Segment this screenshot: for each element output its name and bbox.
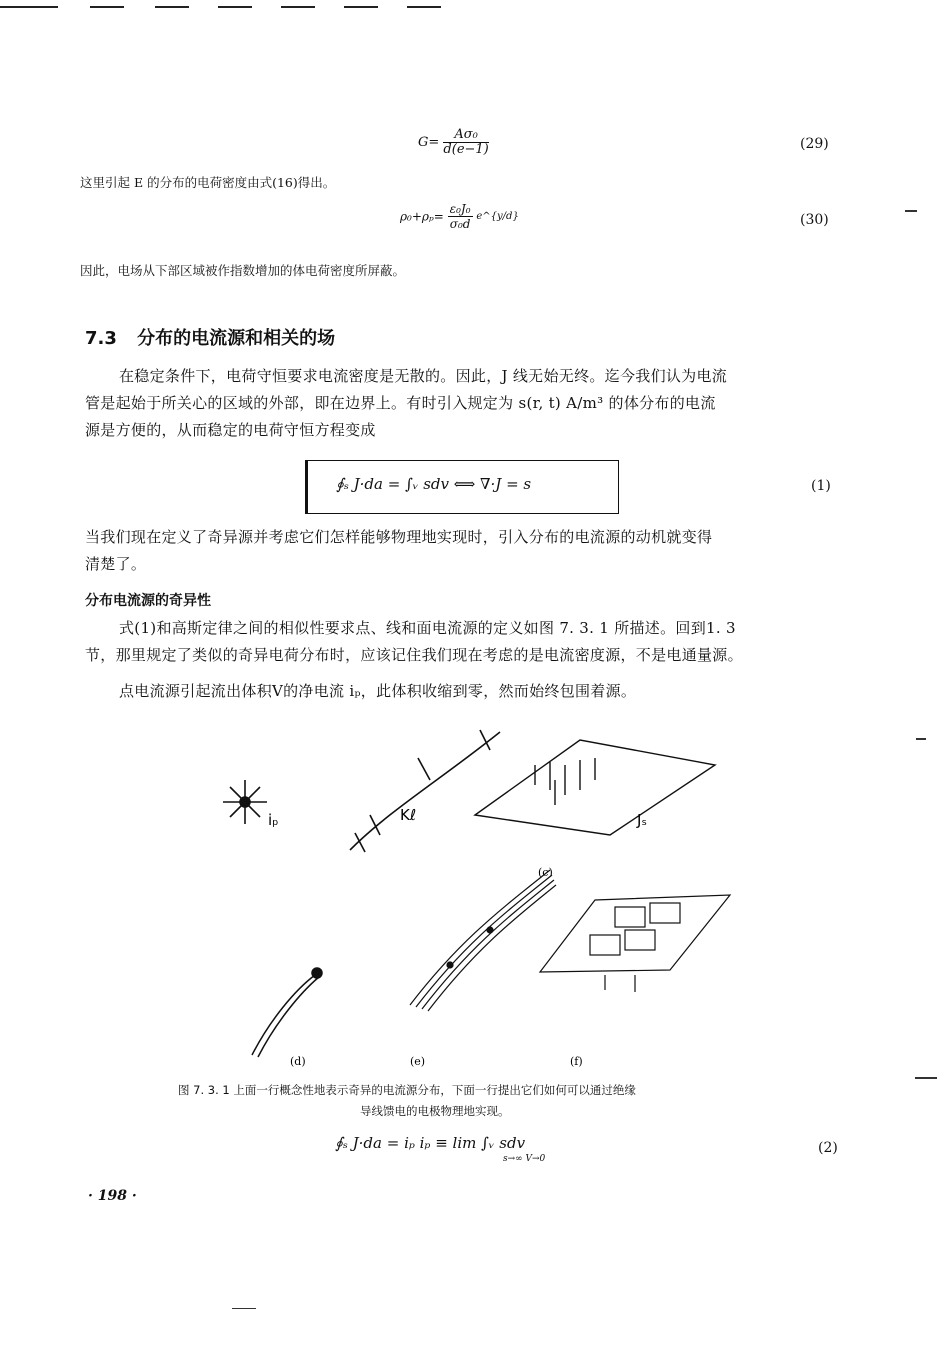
label-kl: Kℓ [400,806,417,824]
paragraph-1-line-1: 在稳定条件下，电荷守恒要求电流密度是无散的。因此，J 线无始无终。迄今我们认为电流 [119,367,728,385]
eq30-fraction [448,202,473,231]
top-rule-4 [218,6,252,8]
paragraph-1 [85,363,835,444]
margin-mark-1 [905,210,917,212]
surface-sheet [475,740,715,835]
equation-29-number: (29) [800,136,829,152]
paragraph-1-line-2: 管是起始于所关心的区域的外部，即在边界上。有时引入规定为 s(r, t) A/m³ 的体分布的电流 [85,394,716,412]
paragraph-2-line-2: 清楚了。 [85,555,147,573]
top-rule-1 [0,6,58,8]
line-source-diagram [350,730,500,852]
equation-29 [418,128,489,157]
paragraph-2 [85,524,835,578]
top-rule-2 [90,6,124,8]
point-source-arrows [223,780,267,824]
equation-2-limit-subscript: s→∞ V→0 [503,1154,546,1164]
paragraph-4: 点电流源引起流出体积V的净电流 iₚ，此体积收缩到零，然而始终包围着源。 [119,682,637,700]
figure-caption-line-2: 导线馈电的电极物理地实现。 [360,1104,510,1118]
electrode-e [410,870,556,1011]
equation-2-number: (2) [818,1140,838,1156]
eq30-lhs: ρ₀+ρₚ= [400,209,444,224]
label-f: (f) [570,1055,583,1068]
paragraph-3 [85,615,835,669]
eq30-numerator: ε₀J₀ [449,202,471,216]
equation-1: ∮ₛ J·da = ∫ᵥ sdv ⟺ ∇·J = s [336,475,532,493]
paragraph-3-line-1: 式(1)和高斯定律之间的相似性要求点、线和面电流源的定义如图 7. 3. 1 所描述。回到1. 3 [119,619,736,637]
equation-1-number: (1) [811,478,831,494]
surface-source-diagram [475,740,715,835]
subheading: 分布电流源的奇异性 [85,593,211,609]
label-c: (c) [538,866,553,879]
top-rule-5 [281,6,315,8]
eq30-exponential: e^{y/d} [476,211,519,222]
electrode-d [252,968,322,1057]
margin-mark-3 [915,1077,937,1079]
text-after-eq30: 因此，电场从下部区域被作指数增加的体电荷密度所屏蔽。 [80,263,406,278]
eq29-fraction [443,128,488,157]
point-source-diagram [223,780,267,824]
top-rule-3 [155,6,189,8]
label-d: (d) [290,1055,306,1068]
equation-1-box [305,460,619,514]
top-rule-6 [344,6,378,8]
section-title: 分布的电流源和相关的场 [137,328,336,349]
eq29-denominator: d(e−1) [443,142,489,157]
paragraph-2-line-1: 当我们现在定义了奇异源并考虑它们怎样能够物理地实现时，引入分布的电流源的动机就变得 [85,528,713,546]
eq29-lhs: G= [418,135,440,150]
label-e: (e) [410,1055,426,1068]
text-after-eq29: 这里引起 E 的分布的电荷密度由式(16)得出。 [80,175,336,190]
section-heading [85,324,335,350]
equation-30-number: (30) [800,212,829,228]
margin-mark-2 [916,738,926,740]
eq29-numerator: Aσ₀ [443,128,488,143]
figure-7-3-1 [200,720,760,1070]
equation-30 [400,202,519,231]
figure-caption-line-1: 图 7. 3. 1 上面一行概念性地表示奇异的电流源分布，下面一行提出它们如何可以通过绝缘 [178,1083,636,1097]
label-js: Jₛ [637,811,648,829]
equation-2-body: ∮ₛ J·da = iₚ iₚ ≡ lim ∫ᵥ sdv [335,1134,526,1152]
label-ip: iₚ [268,811,279,829]
electrode-f [540,895,730,992]
section-number: 7.3 [85,328,117,349]
line-source-curve [350,732,500,850]
top-rule-7 [407,6,441,8]
equation-2 [335,1134,546,1164]
eq30-denominator: σ₀d [449,217,471,231]
bottom-mark [232,1308,256,1309]
paragraph-1-line-3: 源是方便的，从而稳定的电荷守恒方程变成 [85,421,376,439]
paragraph-3-line-2: 节，那里规定了类似的奇异电荷分布时，应该记住我们现在考虑的是电流密度源，不是电通量源。 [85,646,743,664]
page-number: · 198 · [88,1188,137,1204]
